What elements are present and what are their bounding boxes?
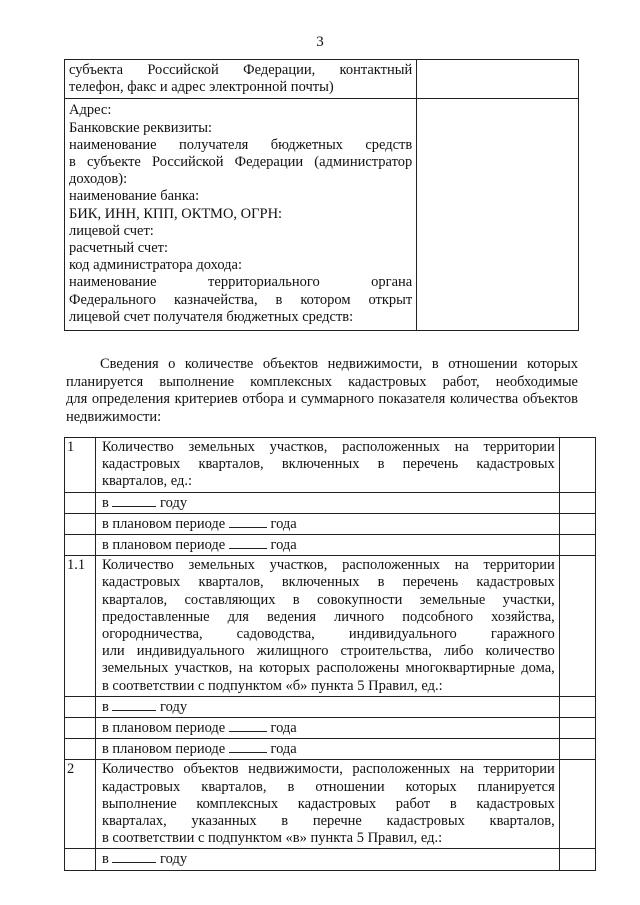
- contact-info-cell: [65, 60, 417, 99]
- table-row: [65, 556, 596, 697]
- value-cell: [559, 438, 595, 493]
- period-suffix: года: [270, 741, 297, 758]
- empty-cell: [65, 696, 96, 717]
- text-line: Федерального казначейства, в котором открыт: [69, 291, 413, 308]
- text-line: Количество земельных участков, расположенных на территории: [101, 439, 555, 455]
- text-line: в соответствии с подпунктом «в» пункта 5 Правил, ед.:: [101, 830, 443, 847]
- period-row: [95, 718, 559, 739]
- period-suffix: года: [270, 720, 297, 737]
- table-row: [65, 535, 596, 556]
- text-line: Банковские реквизиты:: [69, 119, 213, 136]
- period-suffix: года: [270, 515, 297, 532]
- value-cell: [559, 696, 595, 717]
- period-suffix: году: [160, 698, 188, 715]
- text-line: Адрес:: [69, 102, 112, 119]
- text-line: в субъекте Российской Федерации (администратор: [69, 154, 413, 171]
- empty-cell: [65, 535, 96, 556]
- value-cell: [559, 718, 595, 739]
- text-line: телефон, факс и адрес электронной почты): [69, 79, 334, 96]
- period-prefix: в: [101, 851, 109, 868]
- value-cell: [559, 492, 595, 513]
- empty-cell: [65, 513, 96, 534]
- empty-cell: [65, 739, 96, 760]
- period-row: [95, 513, 559, 534]
- intro-paragraph: [66, 356, 578, 426]
- table-row: [65, 849, 596, 870]
- table-row: [65, 696, 596, 717]
- period-prefix: в плановом периоде: [101, 720, 226, 737]
- value-cell: [559, 760, 595, 849]
- text-line: огородничества, садоводства, индивидуального гаражного: [101, 626, 555, 643]
- text-line: кадастровых кварталов, в отношении которых планируется: [101, 778, 555, 795]
- item-number: 2: [65, 760, 96, 849]
- period-suffix: года: [270, 537, 297, 554]
- text-line: предоставленные для ведения личного подсобного хозяйства,: [101, 608, 555, 625]
- period-prefix: в: [101, 698, 109, 715]
- value-cell: [559, 739, 595, 760]
- text-line: земельных участков, на которых расположены многоквартирные дома,: [101, 660, 555, 677]
- text-line: Количество земельных участков, расположенных на территории: [101, 557, 555, 574]
- bank-details-cell: [65, 99, 417, 331]
- value-cell: [559, 556, 595, 697]
- text-line: субъекта Российской Федерации, контактный: [69, 62, 413, 78]
- text-line: планируется выполнение комплексных кадастровых работ, необходимые: [66, 373, 578, 390]
- year-blank: [229, 515, 267, 528]
- period-row: [95, 696, 559, 717]
- page-number: 3: [316, 34, 324, 50]
- year-blank: [112, 698, 156, 711]
- text-line: кварталов, составляющих в совокупности земельные участки,: [101, 591, 555, 608]
- table-row: [65, 739, 596, 760]
- text-line: наименование банка:: [69, 188, 200, 205]
- text-line: кадастровых кварталов, включенных в перечень кадастровых: [101, 456, 555, 473]
- period-row: [95, 492, 559, 513]
- text-line: БИК, ИНН, КПП, ОКТМО, ОГРН:: [69, 205, 283, 222]
- text-line: кварталов, ед.:: [101, 473, 193, 490]
- text-line: Количество объектов недвижимости, расположенных на территории: [101, 761, 555, 778]
- table-row: [65, 513, 596, 534]
- item-description: [95, 438, 559, 493]
- period-row: [95, 535, 559, 556]
- value-cell: [559, 535, 595, 556]
- text-line: код администратора дохода:: [69, 257, 243, 274]
- text-line: выполнение комплексных кадастровых работ в кадастровых: [101, 795, 555, 812]
- value-cell: [417, 60, 579, 99]
- table-row: [65, 99, 579, 331]
- table-row: [65, 718, 596, 739]
- applicant-details-table: [64, 59, 579, 331]
- item-number: 1: [65, 438, 96, 493]
- period-suffix: году: [160, 851, 188, 868]
- item-description: [95, 556, 559, 697]
- value-cell: [417, 99, 579, 331]
- text-line: недвижимости:: [66, 408, 162, 425]
- empty-cell: [65, 718, 96, 739]
- year-blank: [112, 850, 156, 863]
- item-description: [95, 760, 559, 849]
- period-suffix: году: [160, 494, 188, 511]
- table-row: [65, 492, 596, 513]
- criteria-table: [64, 437, 596, 871]
- empty-cell: [65, 849, 96, 870]
- year-blank: [112, 494, 156, 507]
- text-line: или индивидуального жилищного строительства, либо количество: [101, 643, 555, 660]
- period-prefix: в плановом периоде: [101, 515, 226, 532]
- text-line: расчетный счет:: [69, 240, 169, 257]
- item-number: 1.1: [65, 556, 96, 697]
- text-line: в соответствии с подпунктом «б» пункта 5 Правил, ед.:: [101, 677, 443, 694]
- table-row: [65, 60, 579, 99]
- text-line: кадастровых кварталов, включенных в перечень кадастровых: [101, 574, 555, 591]
- year-blank: [229, 740, 267, 753]
- value-cell: [559, 513, 595, 534]
- period-prefix: в: [101, 494, 109, 511]
- period-row: [95, 849, 559, 870]
- text-line: доходов):: [69, 171, 128, 188]
- text-line: наименование получателя бюджетных средств: [69, 136, 413, 153]
- period-row: [95, 739, 559, 760]
- period-prefix: в плановом периоде: [101, 741, 226, 758]
- empty-cell: [65, 492, 96, 513]
- text-line: Сведения о количестве объектов недвижимости, в отношении которых: [100, 356, 578, 372]
- period-prefix: в плановом периоде: [101, 537, 226, 554]
- value-cell: [559, 849, 595, 870]
- text-line: лицевой счет:: [69, 222, 154, 239]
- text-line: лицевой счет получателя бюджетных средств:: [69, 308, 354, 325]
- table-row: [65, 438, 596, 493]
- text-line: наименование территориального органа: [69, 274, 413, 291]
- text-line: для определения критериев отбора и суммарного показателя количества объектов: [66, 391, 578, 407]
- year-blank: [229, 536, 267, 549]
- text-line: кварталах, указанных в перечне кадастровых кварталов,: [101, 813, 555, 830]
- table-row: [65, 760, 596, 849]
- year-blank: [229, 719, 267, 732]
